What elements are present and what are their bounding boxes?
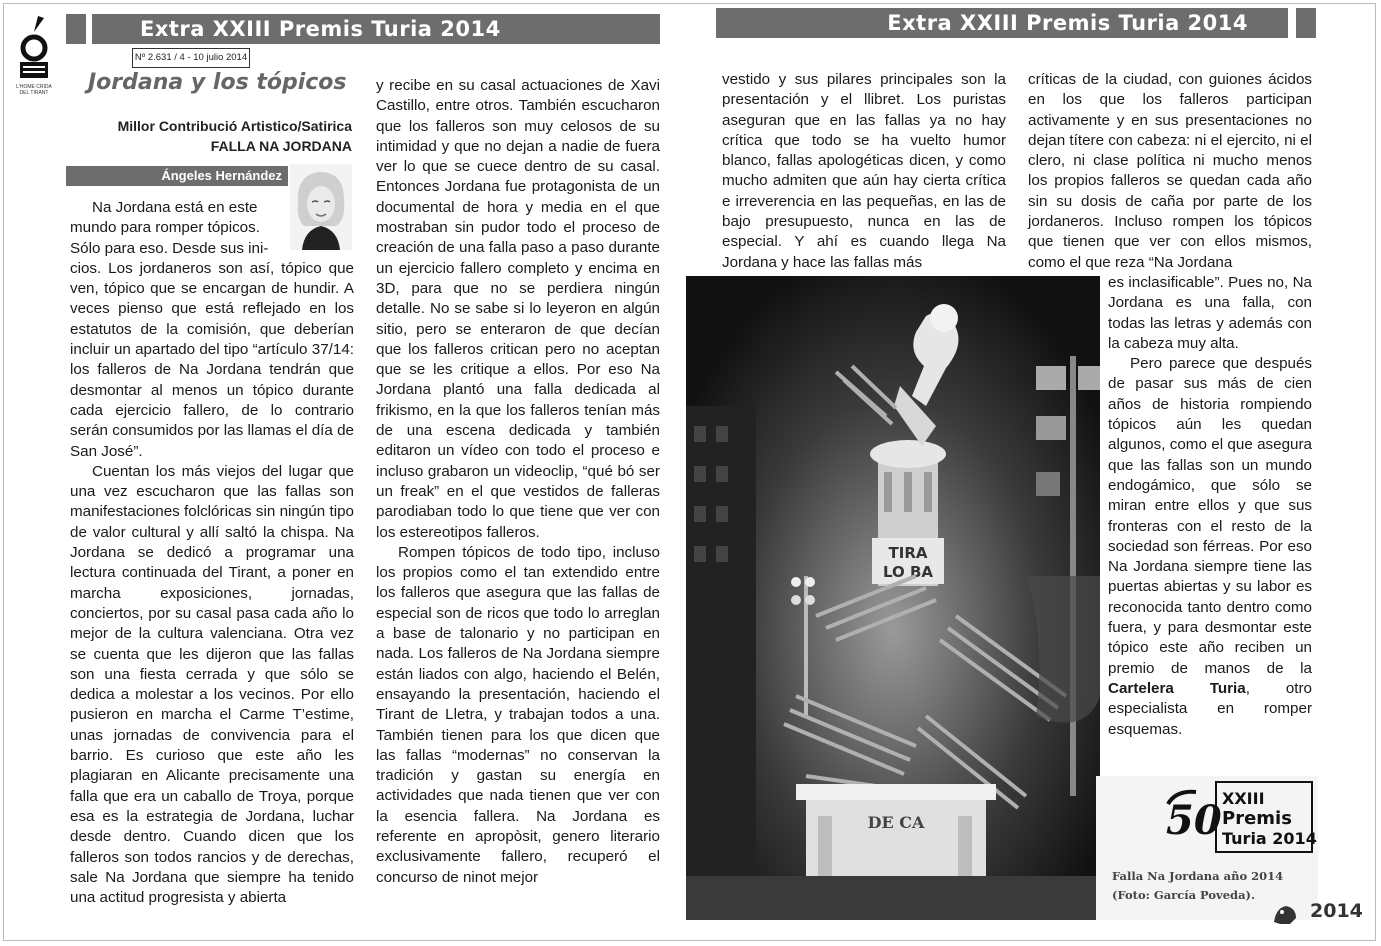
falla-photo [686,276,1100,920]
article-column-1 [70,198,354,908]
highlight-cartelera: Cartelera Turia [1108,679,1246,697]
text-line: mundo para romper tópicos. [70,219,260,237]
header-square-right [1296,8,1316,38]
article-column-2 [376,76,660,888]
photo-caption: Falla Na Jordana año 2014 (Foto: García Poveda). [1112,869,1284,902]
paragraph: Cuentan los más viejos del lugar que una vez escucharon que las fallas son manifestaciones folclóricas sin ningún tipo de valor cultural y allí saltó la chispa. Na Jordana se dedicó a programar una lectura continuada del Tirant, a poner en marcha exposiciones, jornadas, conciertos, por su casal pasa cada año lo mejor de la cultura valenciana. Otra vez se cuenta que les dijeron que las fallas son una fiesta cerrada y que sólo se dedica a molestar a los vecinos. Por ello pusieron en marcha el Carme T’estime, unas jornadas de convivencia para el barrio. Es curioso que este año les plagiaran en Alicante precisamente una falla que era un caballo de Troya, porque esa es la estrategia de Jordana, luchar desde dentro. Cuando dicen que los falleros son todos rancios y de derechas, sale Na Jordana que siempre ha tenido una actitud progresista y abierta [70,462,354,907]
issue-text: Nº 2.631 / 4 - 10 julio 2014 [134,52,248,63]
paragraph: vestido y sus pilares principales son la presentación y el llibret. Los puristas aseguran que en las fallas ya no hay crítica que todo se ha vuelto humor blanco, fallas apologéticas dicen, y como mucho admiten que aún hay cierta crítica e irreverencia en las pequeñas, en las de bajo presupuesto, nunca en las de especial. Y ahí es cuando llega Na Jordana y hace las fallas más [722,71,1006,271]
footer-mark [1270,900,1370,930]
article-column-3 [722,70,1006,273]
text-line: Na Jordana está en este [92,199,258,216]
article-subtitle: Millor Contribució Artistico/Satirica [117,118,352,134]
photo-sign-text: LO BA [882,563,934,581]
logo-caption-line: L'HOME CRIDA [16,84,52,90]
paragraph-text: , otro especialista en romper esquemas. [1108,679,1312,738]
right-page-header [716,8,1288,38]
publication-logo [16,14,52,106]
logo-caption-line: DEL TIRANT [19,90,49,96]
paragraph: y recibe en su casal actuaciones de Xavi Castillo, entre otros. También escucharon que los falleros son muy celosos de su intimidad y que no dejan a nadie de fuera ver lo que se cuece dentro de su casal. Entonces Jordana fue protagonista de un documental de hora y media en el que mostraban sin pudor todo el proceso de creación de una falla paso a paso durante un ejercicio fallero completo y encima en 3D, para que no se perdiera ningún detalle. No se sabe si lo leyeron en algún sitio, pero se enteraron de que decían que los falleros critican pero no aceptan que se les critique a ellos. Por eso Na Jordana plantó una falla dedicada al frikismo, en la que los falleros tenían más de una escena dedicada y también editaron un vídeo con todo el proceso e incluso grabaron un videoclip, “qué bó ser un freak” en el que vestidos de falleras parodiaban todo lo que tiene que ver con los estereotipos falleros. [376,77,660,541]
paragraph [1108,354,1312,740]
award-badge-number: 50 [1166,797,1222,844]
award-logo-line: Premis [1222,808,1292,829]
footer-year: 2014 [1310,900,1363,922]
paragraph: cios. Los jordaneros son así, tópico que ven, tópico que se encargan de hundir. A veces pienso que está reflejado en los estatutos de la comisión, que deberían incluir un apartado del tipo “artículo 37/14: los falleros de Na Jordana tendrán que desmontar al menos un tópico durante cada ejercicio fallero, de lo contrario serán consumidos por las llamas el día de San José”. [70,259,354,460]
paragraph: críticas de la ciudad, con guiones ácidos en los que los falleros participan activamente y en sus presentaciones no dejan títere con cabeza: ni el ejercito, ni el clero, ni clase política ni mucho menos los propios falleros se quedan cada año sin su dosis de caña por parte de los jordaneros. Incluso rompen los tópicos que tienen que ver con ellos mismos, como el que reza “Na Jordana [1028,71,1312,271]
author-byline-bar [66,166,288,186]
award-logo-line: XXIII [1222,789,1265,808]
photo-sign-text: TIRA [888,544,928,562]
issue-badge [132,48,250,68]
paragraph: Rompen tópicos de todo tipo, incluso los propios como el tan extendido entre los falleros que asegura que las fallas de especial son de ricos que todo lo arreglan a base de talonario y no participan en nada. Los falleros de Na Jordana siempre están liados con algo, haciendo el Belén, ensayando la presentación, haciendo el Tirant de Lletra, y trabajan todos a una. También tienen para los que dicen que las fallas “modernas” no conservan la tradición y gastan su energía en actividades que nada tienen que ver con la esencia fallera. Na Jordana es referente en apropòsit, genero literario exclusivamente fallero, recuperó el concurso de ninot mejor [376,543,660,886]
award-logo-line: Turia 2014 [1222,829,1317,848]
logo-mark-icon [16,14,52,80]
right-header-text: Extra XXIII Premis Turia 2014 [887,11,1248,35]
falla-illustration [686,276,1100,920]
header-square-left [66,14,86,44]
award-box [1096,776,1318,920]
paragraph: es inclasificable”. Pues no, Na Jordana es una falla, con todas las letras y además con la cabeza muy alta. [1108,274,1312,352]
article-title: Jordana y los tópicos [88,70,347,95]
article-column-4-narrow [1108,273,1312,740]
left-page-header: Extra XXIII Premis Turia 2014 [92,14,660,44]
footer-mascot-icon [1270,900,1300,928]
photo-sign-text: DE CA [867,813,925,832]
article-column-4 [1028,70,1312,273]
award-logo [1096,776,1318,856]
article-subtitle-falla: FALLA NA JORDANA [210,138,352,154]
text-line: Sólo para eso. Desde sus ini- [70,239,269,257]
author-name: Ángeles Hernández [161,168,282,183]
paragraph-text: Pero parece que después de pasar sus más de cien años de historia rompiendo tópicos aún les quedan algunos, como el que asegura que las fallas son un mundo endogámico, que sólo se miran entre ellos y que sus fronteras con el resto de la sociedad son férreas. Por eso Na Jordana siempre tiene las puertas abiertas y su labor es reconocida tanto dentro como fuera, y para desmontar este tópico este año reciben un premio de manos de la [1108,355,1312,677]
